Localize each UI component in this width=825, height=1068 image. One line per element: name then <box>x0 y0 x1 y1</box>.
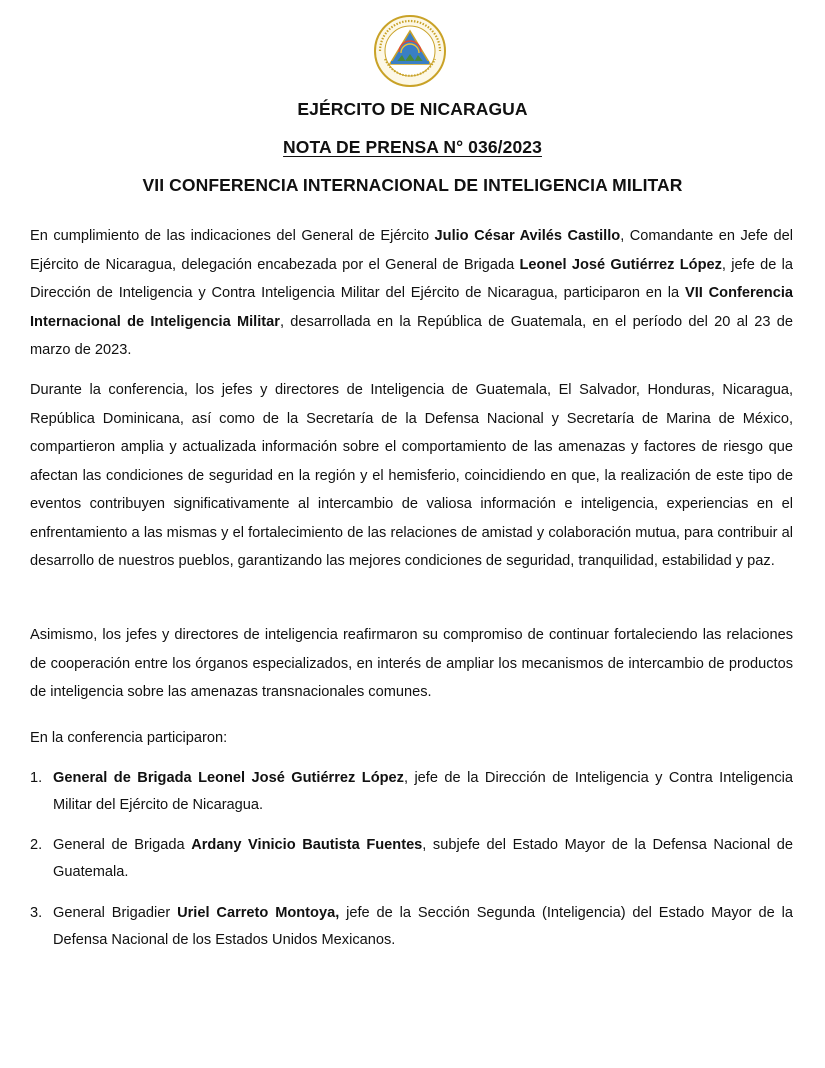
participant-text <box>53 832 793 886</box>
intro-text-1: En cumplimiento de las indicaciones del General de Ejército <box>30 228 435 244</box>
participant-role: jefe de la Sección Segunda (Inteligencia) del Estado Mayor de la Defensa Nacional de los Estados Unidos Mexicanos. <box>53 905 793 948</box>
participant-prefix: General Brigadier <box>53 905 178 921</box>
participant-item-3 <box>30 900 793 954</box>
participant-prefix: General de Brigada <box>53 837 192 853</box>
participant-text <box>53 900 793 954</box>
intro-text-2: , Comandante en Jefe del Ejército de Nicaragua, delegación encabezada por el General de Brigada <box>30 228 793 273</box>
delegation-leader-name: Leonel José Gutiérrez López <box>519 256 722 273</box>
organization-heading: EJÉRCITO DE NICARAGUA <box>297 99 528 119</box>
participant-role: , subjefe del Estado Mayor de la Defensa Nacional de Guatemala. <box>53 837 793 880</box>
paragraph-intro <box>30 222 793 365</box>
participant-name: General de Brigada Leonel José Gutiérrez López <box>53 770 404 786</box>
participant-item-1 <box>30 765 793 819</box>
list-number: 2. <box>30 837 43 853</box>
participant-role: , jefe de la Dirección de Inteligencia y Contra Inteligencia Militar del Ejército de Nicaragua. <box>53 770 793 813</box>
participant-name: Uriel Carreto Montoya, <box>177 905 340 921</box>
commander-name: Julio César Avilés Castillo <box>434 228 621 244</box>
document-title: VII CONFERENCIA INTERNACIONAL DE INTELIGENCIA MILITAR <box>142 175 683 195</box>
press-note-number: NOTA DE PRENSA N° 036/2023 <box>283 137 542 157</box>
paragraph-conference-details: Durante la conferencia, los jefes y directores de Inteligencia de Guatemala, El Salvador, Honduras, Nicaragua, República Dominicana, así como de la Secretaría de la Defensa Nacional y Secretaría de Marina de México, compartieron amplia y actualizada información sobre el comportamiento de las amenazas y factores de riesgo que afectan las condiciones de seguridad en la región y el hemisferio, coincidiendo en que, la realización de este tipo de eventos contribuyen significativamente al intercambio de valiosa información e inteligencia, experiencias en el enfrentamiento a las mismas y el fortalecimiento de las relaciones de amistad y colaboración mutua, para contribuir al desarrollo de nuestros pueblos, garantizando las mejores condiciones de seguridad, tranquilidad, estabilidad y paz. <box>30 382 793 569</box>
paragraph-commitment: Asimismo, los jefes y directores de inteligencia reafirmaron su compromiso de continuar fortaleciendo las relaciones de cooperación entre los órganos especializados, en interés de ampliar los mecanismos de intercambio de productos de inteligencia sobre las amenazas transnacionales comunes. <box>30 627 793 700</box>
list-number: 3. <box>30 905 43 921</box>
nicaragua-coat-of-arms-icon <box>373 14 447 88</box>
list-number: 1. <box>30 770 43 786</box>
intro-text-4: , desarrollada en la República de Guatemala, en el período del 20 al 23 de marzo de 2023. <box>30 313 793 358</box>
participant-text <box>53 765 793 819</box>
participant-name: Ardany Vinicio Bautista Fuentes <box>191 837 423 853</box>
paragraph-participants-intro: En la conferencia participaron: <box>30 730 228 746</box>
participant-item-2 <box>30 832 793 886</box>
intro-text-3: , jefe de la Dirección de Inteligencia y Contra Inteligencia Militar del Ejército de Nicaragua, participaron en la <box>30 256 793 301</box>
conference-name: VII Conferencia Internacional de Inteligencia Militar <box>30 285 793 330</box>
